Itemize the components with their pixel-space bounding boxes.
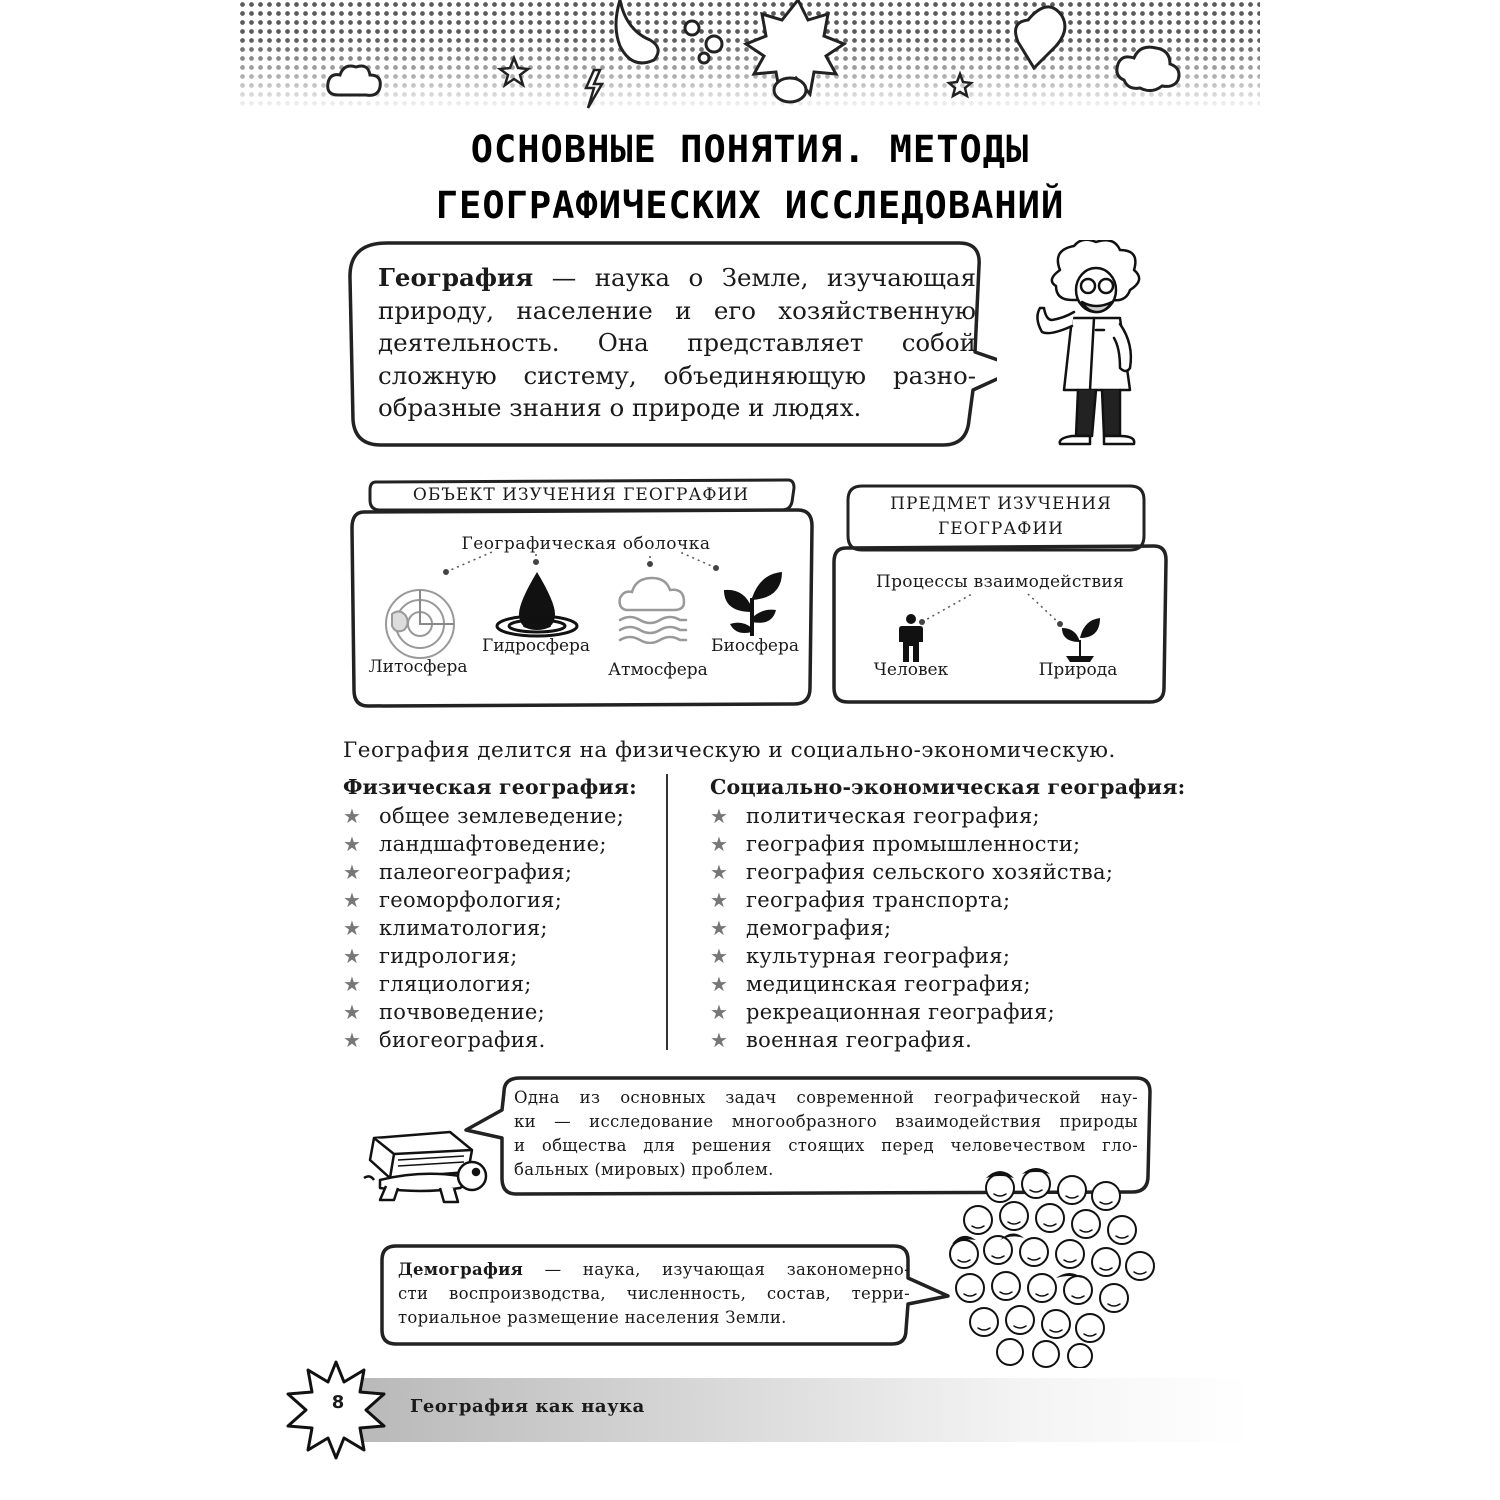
list-item-text: общее землеведение; <box>379 804 625 828</box>
definition-line: образные знания о природе и людях. <box>378 393 862 422</box>
bubble-icon <box>706 36 722 52</box>
demography-line: — наука, изучающая закономерно- <box>523 1260 910 1279</box>
star-bullet-icon: ★ <box>710 1028 729 1052</box>
drop-icon <box>616 0 658 63</box>
page-title <box>250 122 1250 234</box>
socio-economic-geography-list <box>710 802 1113 1054</box>
subject-of-study-title <box>856 492 1146 542</box>
demography-definition-text <box>398 1258 910 1330</box>
physical-geography-list <box>343 802 624 1054</box>
list-item <box>710 998 1113 1026</box>
list-item <box>710 858 1113 886</box>
list-item <box>710 914 1113 942</box>
physical-geography-heading: Физическая география: <box>343 775 637 799</box>
list-item-text: культурная география; <box>746 944 1011 968</box>
definition-line: сложную систему, объединяющую разно- <box>378 360 976 390</box>
star-bullet-icon: ★ <box>710 972 729 996</box>
lithosphere-label: Литосфера <box>368 657 468 677</box>
column-divider <box>666 774 668 1050</box>
bubble-icon <box>685 21 699 35</box>
cloud-icon <box>774 78 806 102</box>
task-note-line: и общества для решения стоящих перед человечеством гло- <box>514 1136 1138 1155</box>
list-item-text: география транспорта; <box>746 888 1011 912</box>
list-item <box>343 998 624 1026</box>
demography-line: ториальное размещение населения Земли. <box>398 1308 787 1327</box>
list-item <box>710 886 1113 914</box>
divides-statement: География делится на физическую и социально-экономическую. <box>343 738 1116 763</box>
cloud-icon <box>1117 47 1179 90</box>
list-item-text: рекреационная география; <box>746 1000 1055 1024</box>
lightning-icon <box>586 70 602 108</box>
star-bullet-icon: ★ <box>710 804 729 828</box>
geography-definition <box>378 262 976 425</box>
list-item-text: демография; <box>746 916 892 940</box>
star-bullet-icon: ★ <box>343 804 362 828</box>
list-item-text: география промышленности; <box>746 832 1081 856</box>
list-item <box>343 802 624 830</box>
header-decorations <box>238 0 1260 120</box>
star-bullet-icon: ★ <box>710 1000 729 1024</box>
sprout-icon <box>1060 616 1100 662</box>
socio-economic-geography-heading: Социально-экономическая география: <box>710 775 1186 799</box>
page-number: 8 <box>331 1392 345 1413</box>
turtle-with-books-illustration <box>360 1120 490 1210</box>
list-item <box>710 970 1113 998</box>
list-item <box>343 886 624 914</box>
page-title-line: ОСНОВНЫЕ ПОНЯТИЯ. МЕТОДЫ <box>470 128 1030 171</box>
cloud-icon <box>328 66 381 95</box>
human-label: Человек <box>873 660 949 680</box>
subject-title-line: ПРЕДМЕТ ИЗУЧЕНИЯ <box>890 494 1112 514</box>
star-bullet-icon: ★ <box>343 888 362 912</box>
subject-title-line: ГЕОГРАФИИ <box>938 519 1064 539</box>
demography-term: Демография <box>398 1260 524 1279</box>
list-item-text: климатология; <box>379 916 548 940</box>
star-bullet-icon: ★ <box>710 944 729 968</box>
star-bullet-icon: ★ <box>343 1028 362 1052</box>
star-icon <box>949 74 971 96</box>
nature-label: Природа <box>1038 660 1118 680</box>
page-title-line: ГЕОГРАФИЧЕСКИХ ИССЛЕДОВАНИЙ <box>435 184 1065 227</box>
list-item <box>710 802 1113 830</box>
list-item <box>710 1026 1113 1054</box>
task-note-line: Одна из основных задач современной географической нау- <box>514 1088 1138 1107</box>
footer-section-title: География как наука <box>410 1396 645 1417</box>
list-item <box>710 830 1113 858</box>
list-item-text: военная география. <box>746 1028 973 1052</box>
lithosphere-icon <box>382 586 458 662</box>
star-bullet-icon: ★ <box>710 888 729 912</box>
star-bullet-icon: ★ <box>710 860 729 884</box>
list-item-text: ландшафтоведение; <box>379 832 607 856</box>
geographic-shell-label: Географическая оболочка <box>461 534 711 554</box>
list-item-text: гляциология; <box>379 972 532 996</box>
list-item-text: почвоведение; <box>379 1000 545 1024</box>
star-bullet-icon: ★ <box>343 860 362 884</box>
list-item <box>343 858 624 886</box>
list-item-text: медицинская география; <box>746 972 1031 996</box>
list-item-text: политическая география; <box>746 804 1040 828</box>
star-icon <box>500 58 528 85</box>
interaction-processes-label: Процессы взаимодействия <box>876 572 1124 592</box>
definition-line: деятельность. Она представляет собой <box>378 328 976 357</box>
heart-icon <box>1016 7 1065 68</box>
atmosphere-label: Атмосфера <box>608 660 708 680</box>
list-item <box>343 970 624 998</box>
hydrosphere-label: Гидросфера <box>481 636 591 656</box>
definition-line: природу, население и его хозяйственную <box>378 295 976 325</box>
biosphere-icon <box>720 568 784 636</box>
star-bullet-icon: ★ <box>343 972 362 996</box>
definition-line: — наука о Земле, изучающая <box>533 263 976 292</box>
bubble-icon <box>699 53 709 63</box>
atmosphere-icon <box>616 574 690 644</box>
list-item-text: гидрология; <box>379 944 518 968</box>
demography-line: сти воспроизводства, численность, состав, терри- <box>398 1284 910 1303</box>
definition-term: География <box>378 263 534 292</box>
star-bullet-icon: ★ <box>343 1000 362 1024</box>
crowd-illustration <box>940 1168 1160 1368</box>
biosphere-label: Биосфера <box>711 636 799 656</box>
star-bullet-icon: ★ <box>343 944 362 968</box>
list-item <box>343 942 624 970</box>
task-note-line: бальных (мировых) проблем. <box>514 1160 774 1179</box>
object-of-study-title: ОБЪЕКТ ИЗУЧЕНИЯ ГЕОГРАФИИ <box>412 485 750 505</box>
list-item-text: геоморфология; <box>379 888 563 912</box>
list-item <box>343 1026 624 1054</box>
hydrosphere-icon <box>494 570 580 638</box>
star-bullet-icon: ★ <box>710 916 729 940</box>
star-bullet-icon: ★ <box>710 832 729 856</box>
list-item-text: палеогеография; <box>379 860 573 884</box>
person-icon <box>898 614 924 662</box>
professor-illustration <box>1020 240 1170 450</box>
task-note-line: ки — исследование многообразного взаимодействия природы <box>514 1112 1138 1131</box>
list-item <box>710 942 1113 970</box>
star-bullet-icon: ★ <box>343 916 362 940</box>
list-item <box>343 914 624 942</box>
list-item-text: география сельского хозяйства; <box>746 860 1114 884</box>
list-item <box>343 830 624 858</box>
list-item-text: биогеография. <box>379 1028 546 1052</box>
star-bullet-icon: ★ <box>343 832 362 856</box>
